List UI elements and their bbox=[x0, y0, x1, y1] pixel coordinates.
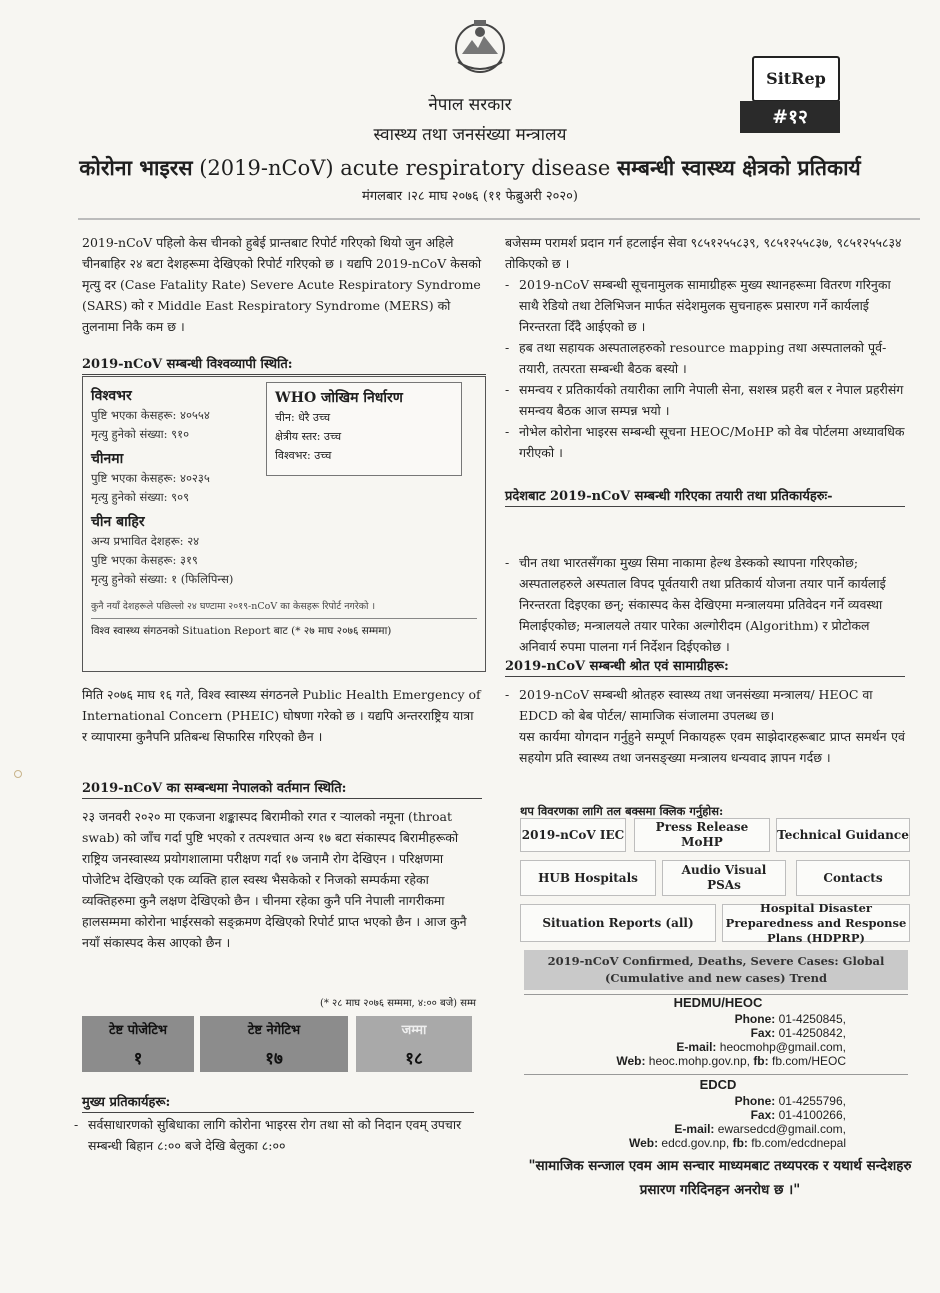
global-status-source: विश्व स्वास्थ्य संगठनको Situation Report बाट (* २७ माघ २०७६ सम्ममा) bbox=[91, 625, 392, 637]
response-item: - नोभेल कोरोना भाइरस सम्बन्धी सूचना HEOC/MoHP को वेब पोर्टलमा अध्यावधिक गरीएको । bbox=[505, 421, 905, 463]
sources-body bbox=[505, 684, 905, 768]
link-contacts[interactable]: Contacts bbox=[796, 860, 910, 896]
response-item-hotline: - सर्वसाधारणको सुबिधाका लागि कोरोना भाइरस रोग तथा सो को निदान एवम् उपचार सम्बन्धी बिहान ८:०० बजे देखि बेलुका ८:०० bbox=[74, 1114, 474, 1156]
hedmu-fax-label: Fax: bbox=[750, 1026, 776, 1040]
response-item-hotline-cont: बजेसम्म परामर्श प्रदान गर्न हटलाईन सेवा ९८५१२५५८३९, ९८५१२५५८३७, ९८५१२५५८३४ तोकिएको छ । bbox=[505, 235, 902, 271]
test-total-label: जम्मा bbox=[401, 1023, 427, 1038]
provincial-heading: प्रदेशबाट 2019-nCoV सम्बन्धी गरिएका तयारी तथा प्रतिकार्यहरुः- bbox=[505, 486, 905, 507]
worldwide-confirmed: पुष्टि भएका केसहरू: ४०५५४ bbox=[91, 408, 210, 422]
sitrep-label: SitRep bbox=[752, 56, 840, 102]
response-item: - हब तथा सहायक अस्पतालहरुको resource mapping तथा अस्पतालको पूर्व-तयारी, तत्परता सम्बन्धी बैठक बस्यो । bbox=[505, 337, 905, 379]
test-total-value: १८ bbox=[405, 1049, 423, 1069]
footer-quote: "सामाजिक सन्जाल एवम आम सन्चार माध्यमबाट तथ्यपरक र यथार्थ सन्देशहरु प्रसारण गरिदिनहन अनरोध छ ।" bbox=[528, 1158, 912, 1198]
header-divider bbox=[78, 218, 920, 220]
title-part-1: कोरोना भाइरस bbox=[79, 155, 193, 180]
link-press-release[interactable]: Press Release MoHP bbox=[634, 818, 770, 852]
china-deaths: मृत्यु हुनेको संख्या: ९०९ bbox=[91, 490, 190, 504]
report-date: मंगलबार ।२८ माघ २०७६ (११ फेब्रुअरी २०२०) bbox=[362, 189, 578, 204]
china-confirmed: पुष्टि भएका केसहरू: ४०२३५ bbox=[91, 471, 210, 485]
hedmu-phone-label: Phone: bbox=[734, 1012, 776, 1026]
hedmu-org-name: HEDMU/HEOC bbox=[673, 995, 763, 1010]
edcd-fb-label: fb: bbox=[732, 1136, 748, 1150]
test-positive-value: १ bbox=[133, 1049, 143, 1069]
more-info-label: थप विवरणका लागि तल बक्समा क्लिक गर्नुहोस: bbox=[520, 804, 724, 818]
hedmu-web[interactable]: heoc.mohp.gov.np, bbox=[648, 1054, 750, 1068]
intro-paragraph: 2019-nCoV पहिलो केस चीनको हुबेई प्रान्तबाट रिपोर्ट गरिएको थियो जुन अहिले चीनबाहिर २४ बटा देशहरूमा देखिएको रिपोर्ट गरिएको छ । यद्यपि 2019-nCoV केसको मृत्यु दर (Case Fatality Rate) Severe Acute Respiratory Syndrome (SARS) को र Middle East Respiratory Syndrome (MERS) को तुलनामा निकै कम छ । bbox=[82, 235, 482, 334]
edcd-email[interactable]: ewarsedcd@gmail.com, bbox=[717, 1122, 846, 1136]
edcd-fax: 01-4100266, bbox=[778, 1108, 846, 1122]
test-positive-label: टेष्ट पोजेटिभ bbox=[108, 1023, 168, 1038]
title-part-2: (2019-nCoV) acute respiratory disease bbox=[192, 156, 617, 180]
link-hub-hospitals[interactable]: HUB Hospitals bbox=[520, 860, 656, 896]
margin-mark-icon bbox=[14, 770, 22, 778]
test-total-box bbox=[356, 1016, 472, 1072]
edcd-fax-label: Fax: bbox=[750, 1108, 776, 1122]
edcd-web-label: Web: bbox=[628, 1136, 659, 1150]
trend-link[interactable]: 2019-nCoV Confirmed, Deaths, Severe Cases: Global (Cumulative and new cases) Trend bbox=[524, 950, 908, 990]
sources-item: - 2019-nCoV सम्बन्धी श्रोतहरु स्वास्थ्य तथा जनसंख्या मन्त्रालय/ HEOC वा EDCD को बेब पोर्टल/ सामाजिक संजालमा उपलब्ध छ। bbox=[505, 684, 905, 726]
who-risk-regional: क्षेत्रीय स्तर: उच्च bbox=[275, 430, 342, 443]
link-situation-reports[interactable]: Situation Reports (all) bbox=[520, 904, 716, 942]
hedmu-fax: 01-4250842, bbox=[778, 1026, 846, 1040]
hedmu-phone: 01-4250845, bbox=[778, 1012, 846, 1026]
edcd-contact bbox=[590, 1078, 846, 1150]
global-status-note: कुनै नयाँ देशहरूले पछिल्लो २४ घण्टामा २०१९-nCoV का केसहरू रिपोर्ट नगरेको । bbox=[91, 597, 477, 619]
who-risk-box bbox=[266, 382, 462, 476]
test-negative-box bbox=[200, 1016, 348, 1072]
nepal-status-heading: 2019-nCoV का सम्बन्धमा नेपालको वर्तमान स्थिति: bbox=[82, 778, 482, 799]
page-title bbox=[0, 154, 940, 182]
nepal-government-emblem-icon bbox=[452, 18, 508, 76]
nepal-status-timestamp: (* २८ माघ २०७६ सम्ममा, ४:०० बजे) सम्म bbox=[319, 998, 476, 1009]
edcd-phone-label: Phone: bbox=[734, 1094, 776, 1108]
response-heading: मुख्य प्रतिकार्यहरू: bbox=[82, 1092, 474, 1113]
edcd-phone: 01-4255796, bbox=[778, 1094, 846, 1108]
hedmu-email[interactable]: heocmohp@gmail.com, bbox=[719, 1040, 846, 1054]
link-audio-visual-psas[interactable]: Audio Visual PSAs bbox=[662, 860, 786, 896]
worldwide-deaths: मृत्यु हुनेको संख्या: ९१० bbox=[91, 427, 190, 441]
outside-china-label: चीन बाहिर bbox=[91, 514, 145, 530]
nepal-status-paragraph: २३ जनवरी २०२० मा एकजना शङ्कास्पद बिरामीको रगत र ऱ्यालको नमूना (throat swab) को जाँच गर्दा पुष्टि भएको र तत्पश्चात अन्य १७ बटा संकास्पद बिरामीहरूको राष्ट्रिय जनस्वास्थ्य प्रयोगशालामा परीक्षण गर्दा १७ जनामै रोग देखिएन । परिक्षणमा पोजेटिभ देखिएको एक व्यक्ति हाल स्वस्थ भैसकेको र निजको सम्पर्कमा रहेका व्यक्तिहरुमा कुनै लक्षण देखिएको छैन । चीनमा रहेका कुनै पनि नेपाली नागरीकमा हालसम्ममा कोरोना भाईरसको सङ्क्रमण देखिएको रिपोर्ट प्राप्त भएको छैन । आज कुनै नयाँ संकास्पद केस आएको छैन । bbox=[82, 809, 467, 950]
hedmu-contact bbox=[590, 996, 846, 1068]
sources-heading: 2019-nCoV सम्बन्धी श्रोत एवं सामाग्रीहरू: bbox=[505, 656, 905, 677]
response-item: - 2019-nCoV सम्बन्धी सूचनामुलक सामाग्रीहरू मुख्य स्थानहरूमा वितरण गरिनुका साथै रेडियो तथा टेलिभिजन मार्फत संदेशमुलक सुचनाहरू प्रसारण गर्ने कार्यलाई निरन्तरता दिँदै आईएको छ । bbox=[505, 274, 905, 337]
government-name: नेपाल सरकार bbox=[428, 95, 512, 115]
test-negative-label: टेष्ट नेगेटिभ bbox=[247, 1023, 301, 1038]
test-positive-box bbox=[82, 1016, 194, 1072]
china-label: चीनमा bbox=[91, 451, 124, 467]
edcd-web[interactable]: edcd.gov.np, bbox=[661, 1136, 730, 1150]
hedmu-fb-label: fb: bbox=[753, 1054, 769, 1068]
outside-china-confirmed: पुष्टि भएका केसहरू: ३१९ bbox=[91, 553, 198, 567]
contact-divider bbox=[524, 1074, 908, 1075]
link-hdprp[interactable]: Hospital Disaster Preparedness and Response Plans (HDPRP) bbox=[722, 904, 910, 942]
link-technical-guidance[interactable]: Technical Guidance bbox=[776, 818, 910, 852]
test-negative-value: १७ bbox=[265, 1049, 283, 1069]
worldwide-label: विश्वभर bbox=[91, 388, 132, 404]
provincial-item: - चीन तथा भारतसँगका मुख्य सिमा नाकामा हेल्थ डेस्कको स्थापना गरिएकोछ; अस्पतालहरुले अस्पताल विपद पूर्वतयारी तथा प्रतिकार्य योजना तयार पार्ने कार्यलाई निरन्तरता दिइएका छन्; संकास्पद केस देखिएमा मन्त्रालयमा प्रतिवेदन गर्ने व्यवस्था मिलाईएकोछ; मन्त्रालयले तयार पारेका अल्गोरीदम (Algorithm) र प्रोटोकल अनिवार्य रुपमा पालना गर्न निर्देशन दिईएकोछ । bbox=[505, 552, 905, 657]
title-part-3: सम्बन्धी स्वास्थ्य क्षेत्रको प्रतिकार्य bbox=[616, 155, 861, 180]
sitrep-number: #१२ bbox=[740, 101, 840, 133]
who-risk-global: विश्वभर: उच्च bbox=[275, 449, 332, 462]
edcd-org-name: EDCD bbox=[699, 1077, 737, 1092]
global-status-heading: 2019-nCoV सम्बन्धी विश्वव्यापी स्थिति: bbox=[82, 354, 486, 375]
pheic-paragraph: मिति २०७६ माघ १६ गते, विश्व स्वास्थ्य संगठनले Public Health Emergency of International Concern (PHEIC) घोषणा गरेको छ । यद्यपि अन्तरराष्ट्रिय यात्रा र व्यापारमा कुनैपनि प्रतिबन्ध सिफारिस गरिएको छैन । bbox=[82, 687, 481, 744]
outside-china-countries: अन्य प्रभावित देशहरू: २४ bbox=[91, 534, 200, 548]
edcd-email-label: E-mail: bbox=[674, 1122, 715, 1136]
link-iec[interactable]: 2019-nCoV IEC bbox=[520, 818, 626, 852]
response-item: - समन्वय र प्रतिकार्यको तयारीका लागि नेपाली सेना, सशस्त्र प्रहरी बल र नेपाल प्रहरीसंग समन्वय बैठक आज सम्पन्न भयो । bbox=[505, 379, 905, 421]
who-risk-title: WHO जोखिम निर्धारण bbox=[275, 390, 403, 406]
who-risk-china: चीन: धेरै उच्च bbox=[275, 411, 331, 424]
acknowledgement-paragraph: यस कार्यमा योगदान गर्नुहुने सम्पूर्ण निकायहरू एवम साझेदारहरूबाट प्राप्त समर्थन एवं सहयोग प्रति स्वास्थ्य तथा जनसङ्ख्या मन्त्रालय धन्यवाद ज्ञापन गर्दछ । bbox=[519, 729, 905, 765]
ministry-name: स्वास्थ्य तथा जनसंख्या मन्त्रालय bbox=[373, 125, 567, 145]
hedmu-web-label: Web: bbox=[616, 1054, 646, 1068]
response-list bbox=[505, 232, 905, 463]
outside-china-deaths: मृत्यु हुनेको संख्या: १ (फिलिपिन्स) bbox=[91, 572, 234, 586]
hedmu-fb[interactable]: fb.com/HEOC bbox=[771, 1054, 846, 1068]
hedmu-email-label: E-mail: bbox=[676, 1040, 717, 1054]
edcd-fb[interactable]: fb.com/edcdnepal bbox=[751, 1136, 846, 1150]
